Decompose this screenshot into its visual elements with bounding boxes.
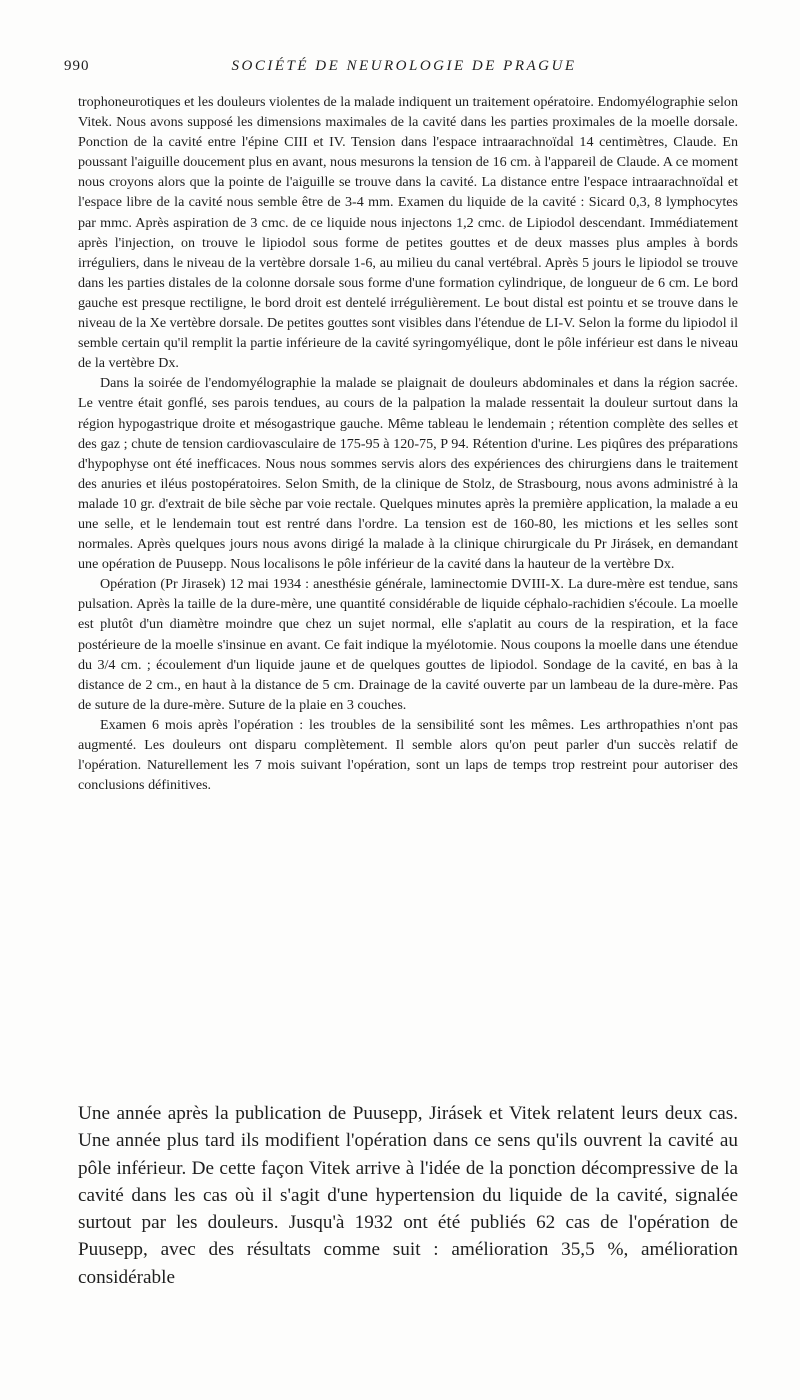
running-header: [64, 58, 744, 82]
page-number: 990: [64, 58, 90, 74]
discussion-text: [78, 1100, 738, 1291]
case-report-paragraph-4: Examen 6 mois après l'opération : les troubles de la sensibilité sont les mêmes. Les arthropathies n'ont pas augmenté. Les douleurs ont disparu complètement. Il semble alors qu'on peut parler d'un succès relatif de l'opération. Naturellement les 7 mois suivant l'opération, sont un laps de temps trop restreint pour autoriser des conclusions définitives.: [78, 716, 738, 794]
case-report-paragraph-1: trophoneurotiques et les douleurs violentes de la malade indiquent un traitement opératoire. Endomyélographie selon Vitek. Nous avons supposé les dimensions maximales de la cavité dans les parties proximales de la moelle dorsale. Ponction de la cavité entre l'épine CIII et IV. Tension dans l'espace intraarachnoïdal 14 centimètres, Claude. En poussant l'aiguille doucement plus en avant, nous mesurons la tension de 16 cm. à l'appareil de Claude. A ce moment nous croyons alors que la pointe de l'aiguille se trouve dans la cavité. La distance entre l'espace intraarachnoïdal et l'espace libre de la cavité nous semble être de 3-4 mm. Examen du liquide de la cavité : Sicard 0,3, 8 lymphocytes par mmc. Après aspiration de 3 cmc. de ce liquide nous injectons 1,2 cmc. de Lipiodol descendant. Immédiatement après l'injection, on trouve le lipiodol sous forme de petites gouttes et de deux masses plus amples à bords irréguliers, dans le niveau de la vertèbre dorsale 1-6, au milieu du canal vertébral. Après 5 jours le lipiodol se trouve dans les parties distales de la colonne dorsale sous forme d'une formation cylindrique, de longueur de 6 cm. Le bord gauche est presque rectiligne, le bord droit est dentelé irrégulièrement. Le bout distal est pointu et se trouve dans le niveau de la Xe vertèbre dorsale. De petites gouttes sont visibles dans l'étendue de LI-V. Selon la forme du lipiodol il semble certain qu'il remplit la partie inférieure de la cavité syringomyélique, dont le pôle inférieur est dans le niveau de la vertèbre Dx.: [78, 94, 738, 372]
case-report-paragraph-2: Dans la soirée de l'endomyélographie la malade se plaignait de douleurs abdominales et dans la région sacrée. Le ventre était gonflé, ses parois tendues, au cours de la palpation la malade ressentait la douleur surtout dans la région hypogastrique droite et mésogastrique gauche. Même tableau le lendemain ; rétention complète des selles et des gaz ; chute de tension cardiovasculaire de 175-95 à 120-75, P 94. Rétention d'urine. Les piqûres des préparations d'hypophyse ont été inefficaces. Nous nous sommes servis alors des expériences des chirurgiens dans le traitement des anuries et iléus postopératoires. Selon Smith, de la clinique de Stolz, de Strasbourg, nous avons administré à la malade 10 gr. d'extrait de bile sèche par voie rectale. Quelques minutes après la première application, la malade a eu une selle, et le lendemain tout est rentré dans l'ordre. La tension est de 160-80, les mictions et les selles sont normales. Après quelques jours nous avons dirigé la malade à la clinique chirurgicale du Pr Jirásek, en demandant une opération de Puusepp. Nous localisons le pôle inférieur de la cavité dans la hauteur de la vertèbre Dx.: [78, 375, 738, 573]
journal-title: SOCIÉTÉ DE NEUROLOGIE DE PRAGUE: [231, 58, 577, 74]
case-report-paragraph-3: Opération (Pr Jirasek) 12 mai 1934 : anesthésie générale, laminectomie DVIII-X. La dure-mère est tendue, sans pulsation. Après la taille de la dure-mère, une quantité considérable de liquide céphalo-rachidien s'écoule. La moelle est plutôt d'un diamètre moindre que chez un sujet normal, elle s'aplatit au cours de la respiration, et la face postérieure de la moelle s'insinue en avant. Ce fait indique la myélotomie. Nous coupons la moelle dans une étendue du 3/4 cm. ; écoulement d'un liquide jaune et de quelques gouttes de lipiodol. Sondage de la cavité, en bas à la distance de 2 cm., en haut à la distance de 5 cm. Drainage de la cavité ouverte par un lambeau de la dure-mère. Pas de suture de la dure-mère. Suture de la plaie en 3 couches.: [78, 576, 738, 713]
discussion-paragraph: Une année après la publication de Puusepp, Jirásek et Vitek relatent leurs deux cas. Une année plus tard ils modifient l'opération dans ce sens qu'ils ouvrent la cavité au pôle inférieur. De cette façon Vitek arrive à l'idée de la ponction décompressive de la cavité dans les cas où il s'agit d'une hypertension du liquide de la cavité, signalée surtout par les douleurs. Jusqu'à 1932 ont été publiés 62 cas de l'opération de Puusepp, avec des résultats comme suit : amélioration 35,5 %, amélioration considérable: [78, 1103, 738, 1288]
case-report-text: [78, 92, 738, 795]
